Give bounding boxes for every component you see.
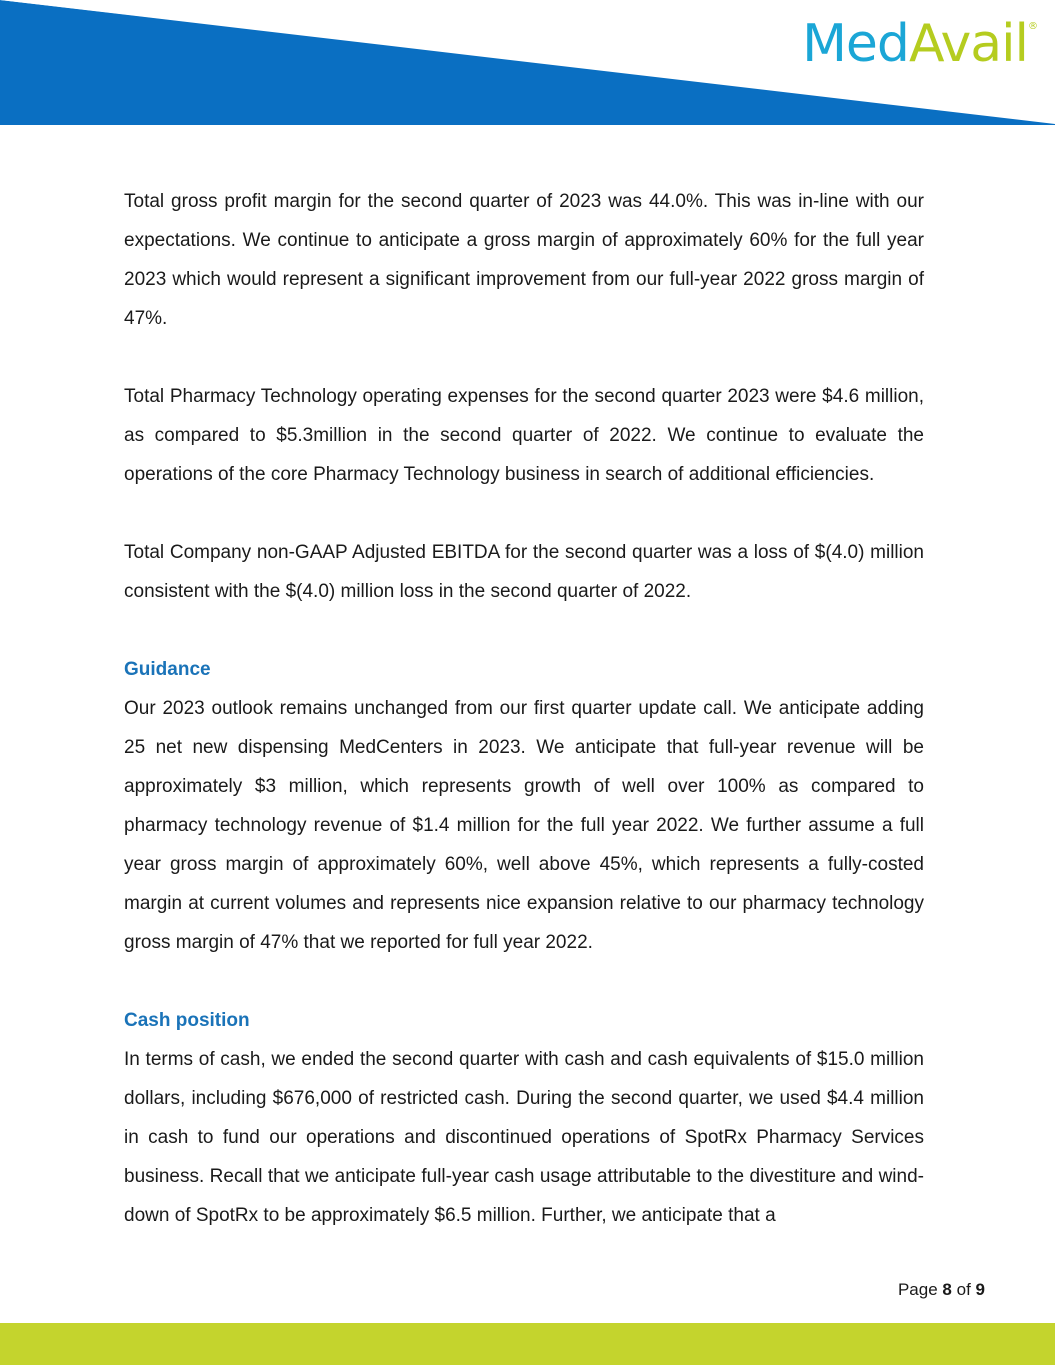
section-heading-guidance: Guidance (124, 659, 211, 680)
logo-text-med: Med (802, 14, 909, 74)
page-label: Page (897, 1280, 938, 1299)
paragraph-adjusted-ebitda: Total Company non-GAAP Adjusted EBITDA for the second quarter was a loss of $(4.0) million consistent with the $(4.0) million loss in the second quarter of 2022. (124, 542, 924, 602)
paragraph-cash-position: In terms of cash, we ended the second quarter with cash and cash equivalents of $15.0 million dollars, including $676,000 of restricted cash. During the second quarter, we used $4.4 million in cash to fund our operations and discontinued operations of SpotRx Pharmacy Services business. Recall that we anticipate full-year cash usage attributable to the divestiture and wind-down of SpotRx to be approximately $6.5 million. Further, we anticipate that a (124, 1049, 924, 1226)
page-number (898, 1280, 985, 1300)
medavail-logo (802, 14, 1037, 74)
footer-banner (0, 1323, 1055, 1365)
paragraph-operating-expenses: Total Pharmacy Technology operating expenses for the second quarter 2023 were $4.6 million, as compared to $5.3million in the second quarter of 2022. We continue to evaluate the operations of the core Pharmacy Technology business in search of additional efficiencies. (124, 386, 924, 485)
total-pages: 9 (975, 1280, 985, 1299)
paragraph-guidance: Our 2023 outlook remains unchanged from our first quarter update call. We anticipate adding 25 net new dispensing MedCenters in 2023. We anticipate that full-year revenue will be approximately $3 million, which represents growth of well over 100% as compared to pharmacy technology revenue of $1.4 million for the full year 2022. We further assume a full year gross margin of approximately 60%, well above 45%, which represents a fully-costed margin at current volumes and represents nice expansion relative to our pharmacy technology gross margin of 47% that we reported for full year 2022. (124, 698, 924, 953)
logo-text-avail: Avail (908, 14, 1028, 74)
document-body (124, 182, 924, 1274)
current-page: 8 (942, 1280, 952, 1299)
registered-mark: ® (1028, 21, 1037, 32)
section-heading-cash-position: Cash position (124, 1010, 250, 1031)
of-label: of (956, 1280, 971, 1299)
paragraph-gross-margin: Total gross profit margin for the second quarter of 2023 was 44.0%. This was in-line with our expectations. We continue to anticipate a gross margin of approximately 60% for the full year 2023 which would represent a significant improvement from our full-year 2022 gross margin of 47%. (124, 191, 924, 329)
